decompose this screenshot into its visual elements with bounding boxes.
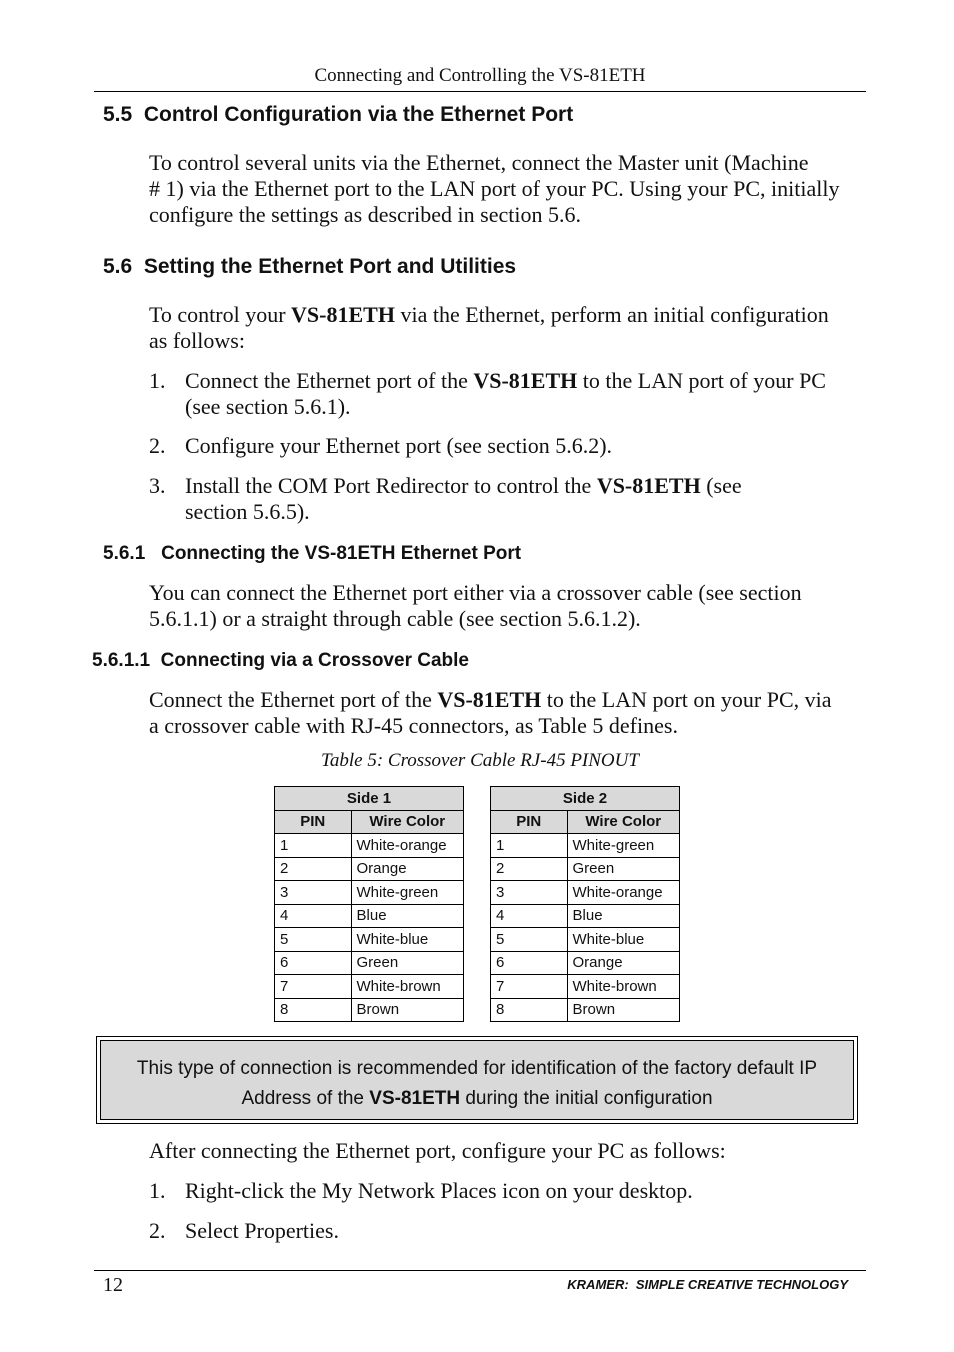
heading-5-6-1: 5.6.1 Connecting the VS-81ETH Ethernet Port — [103, 543, 522, 564]
para-line: You can connect the Ethernet port either via a crossover cable (see section — [149, 580, 802, 605]
product-name: VS-81ETH — [473, 368, 578, 393]
pin-cell: 8 — [275, 998, 352, 1022]
wire-cell: White-blue — [351, 928, 463, 952]
text: section 5.6.5). — [185, 499, 310, 524]
table-row — [491, 951, 680, 975]
after-intro: After connecting the Ethernet port, configure your PC as follows: — [149, 1138, 726, 1163]
text: as follows: — [149, 328, 245, 353]
para-line: To control several units via the Ethernet, connect the Master unit (Machine — [149, 150, 809, 175]
header-rule — [94, 91, 866, 92]
table-caption: Table 5: Crossover Cable RJ-45 PINOUT — [321, 750, 639, 771]
table-row — [275, 904, 464, 928]
para-line: 5.6.1.1) or a straight through cable (see section 5.6.1.2). — [149, 606, 641, 631]
pin-cell: 7 — [491, 975, 568, 999]
table-row — [491, 881, 680, 905]
wire-cell: Blue — [567, 904, 679, 928]
wire-cell: Brown — [351, 998, 463, 1022]
step-1 — [185, 368, 865, 420]
footer-rule — [94, 1270, 866, 1271]
text: Connect the Ethernet port of the — [149, 687, 438, 712]
product-name: VS-81ETH — [369, 1088, 461, 1109]
step-number: 1. — [149, 368, 166, 393]
wire-cell: White-green — [567, 834, 679, 858]
table-row — [275, 951, 464, 975]
footer-brand: KRAMER: SIMPLE CREATIVE TECHNOLOGY — [567, 1277, 848, 1292]
pin-cell: 1 — [275, 834, 352, 858]
table-row — [491, 834, 680, 858]
text: Address of the — [241, 1088, 370, 1109]
side1-title: Side 1 — [275, 787, 464, 811]
wire-cell: White-orange — [351, 834, 463, 858]
para-5-6 — [149, 302, 861, 354]
note-line: This type of connection is recommended for identification of the factory default IP — [136, 1058, 818, 1079]
pin-cell: 2 — [491, 857, 568, 881]
step-3 — [185, 473, 865, 525]
wire-cell: Orange — [567, 951, 679, 975]
pin-cell: 5 — [275, 928, 352, 952]
pin-cell: 6 — [275, 951, 352, 975]
wire-cell: Green — [567, 857, 679, 881]
step-number: 1. — [149, 1178, 166, 1203]
table-row — [275, 928, 464, 952]
text: to the LAN port of your PC — [577, 368, 826, 393]
step-number: 2. — [149, 433, 166, 458]
para-line: # 1) via the Ethernet port to the LAN port of your PC. Using your PC, initially — [149, 176, 840, 201]
pin-cell: 5 — [491, 928, 568, 952]
table-row — [491, 904, 680, 928]
col-pin-header: PIN — [491, 810, 568, 834]
text: Install the COM Port Redirector to control the — [185, 473, 597, 498]
heading-5-6-1-1: 5.6.1.1 Connecting via a Crossover Cable — [92, 650, 469, 671]
pin-cell: 3 — [275, 881, 352, 905]
wire-cell: White-brown — [567, 975, 679, 999]
table-row — [275, 998, 464, 1022]
wire-cell: White-orange — [567, 881, 679, 905]
side2-title: Side 2 — [491, 787, 680, 811]
para-line: configure the settings as described in section 5.6. — [149, 202, 581, 227]
text: to the LAN port on your PC, via — [541, 687, 832, 712]
side1-table — [274, 786, 464, 1022]
pin-cell: 4 — [275, 904, 352, 928]
pin-cell: 3 — [491, 881, 568, 905]
step-number: 2. — [149, 1218, 166, 1243]
text: To control your — [149, 302, 292, 327]
table-row — [491, 975, 680, 999]
pin-cell: 1 — [491, 834, 568, 858]
table-row — [275, 975, 464, 999]
heading-5-6: 5.6 Setting the Ethernet Port and Utilities — [103, 255, 517, 278]
running-header: Connecting and Controlling the VS-81ETH — [314, 65, 646, 86]
page-number: 12 — [103, 1274, 123, 1296]
wire-cell: Green — [351, 951, 463, 975]
wire-cell: White-blue — [567, 928, 679, 952]
note-inner — [100, 1040, 854, 1120]
text: a crossover cable with RJ-45 connectors, as Table 5 defines. — [149, 713, 678, 738]
wire-cell: Blue — [351, 904, 463, 928]
pin-cell: 8 — [491, 998, 568, 1022]
table-row — [491, 998, 680, 1022]
table-row — [491, 928, 680, 952]
pin-cell: 4 — [491, 904, 568, 928]
para-5-6-1 — [149, 580, 861, 632]
col-pin-header: PIN — [275, 810, 352, 834]
col-wire-header: Wire Color — [351, 810, 463, 834]
pin-cell: 2 — [275, 857, 352, 881]
heading-5-5: 5.5 Control Configuration via the Ethernet Port — [103, 103, 574, 126]
text: during the initial configuration — [460, 1088, 713, 1109]
wire-cell: Brown — [567, 998, 679, 1022]
product-name: VS-81ETH — [291, 302, 395, 327]
wire-cell: Orange — [351, 857, 463, 881]
wire-cell: White-green — [351, 881, 463, 905]
pin-cell: 6 — [491, 951, 568, 975]
side2-table — [490, 786, 680, 1022]
table-row — [491, 857, 680, 881]
text: via the Ethernet, perform an initial configuration — [394, 302, 829, 327]
pin-cell: 7 — [275, 975, 352, 999]
wire-cell: White-brown — [351, 975, 463, 999]
para-5-5 — [149, 150, 861, 228]
text: (see — [700, 473, 742, 498]
para-5-6-1-1 — [149, 687, 861, 739]
table-row — [275, 881, 464, 905]
step-number: 3. — [149, 473, 166, 498]
text: (see section 5.6.1). — [185, 394, 351, 419]
product-name: VS-81ETH — [437, 687, 542, 712]
after-step-1: Right-click the My Network Places icon on your desktop. — [185, 1178, 693, 1203]
product-name: VS-81ETH — [596, 473, 701, 498]
table-row — [275, 834, 464, 858]
note-box — [96, 1036, 858, 1124]
after-step-2: Select Properties. — [185, 1218, 339, 1243]
col-wire-header: Wire Color — [567, 810, 679, 834]
step-2: Configure your Ethernet port (see section 5.6.2). — [185, 433, 613, 458]
text: Connect the Ethernet port of the — [185, 368, 474, 393]
table-row — [275, 857, 464, 881]
